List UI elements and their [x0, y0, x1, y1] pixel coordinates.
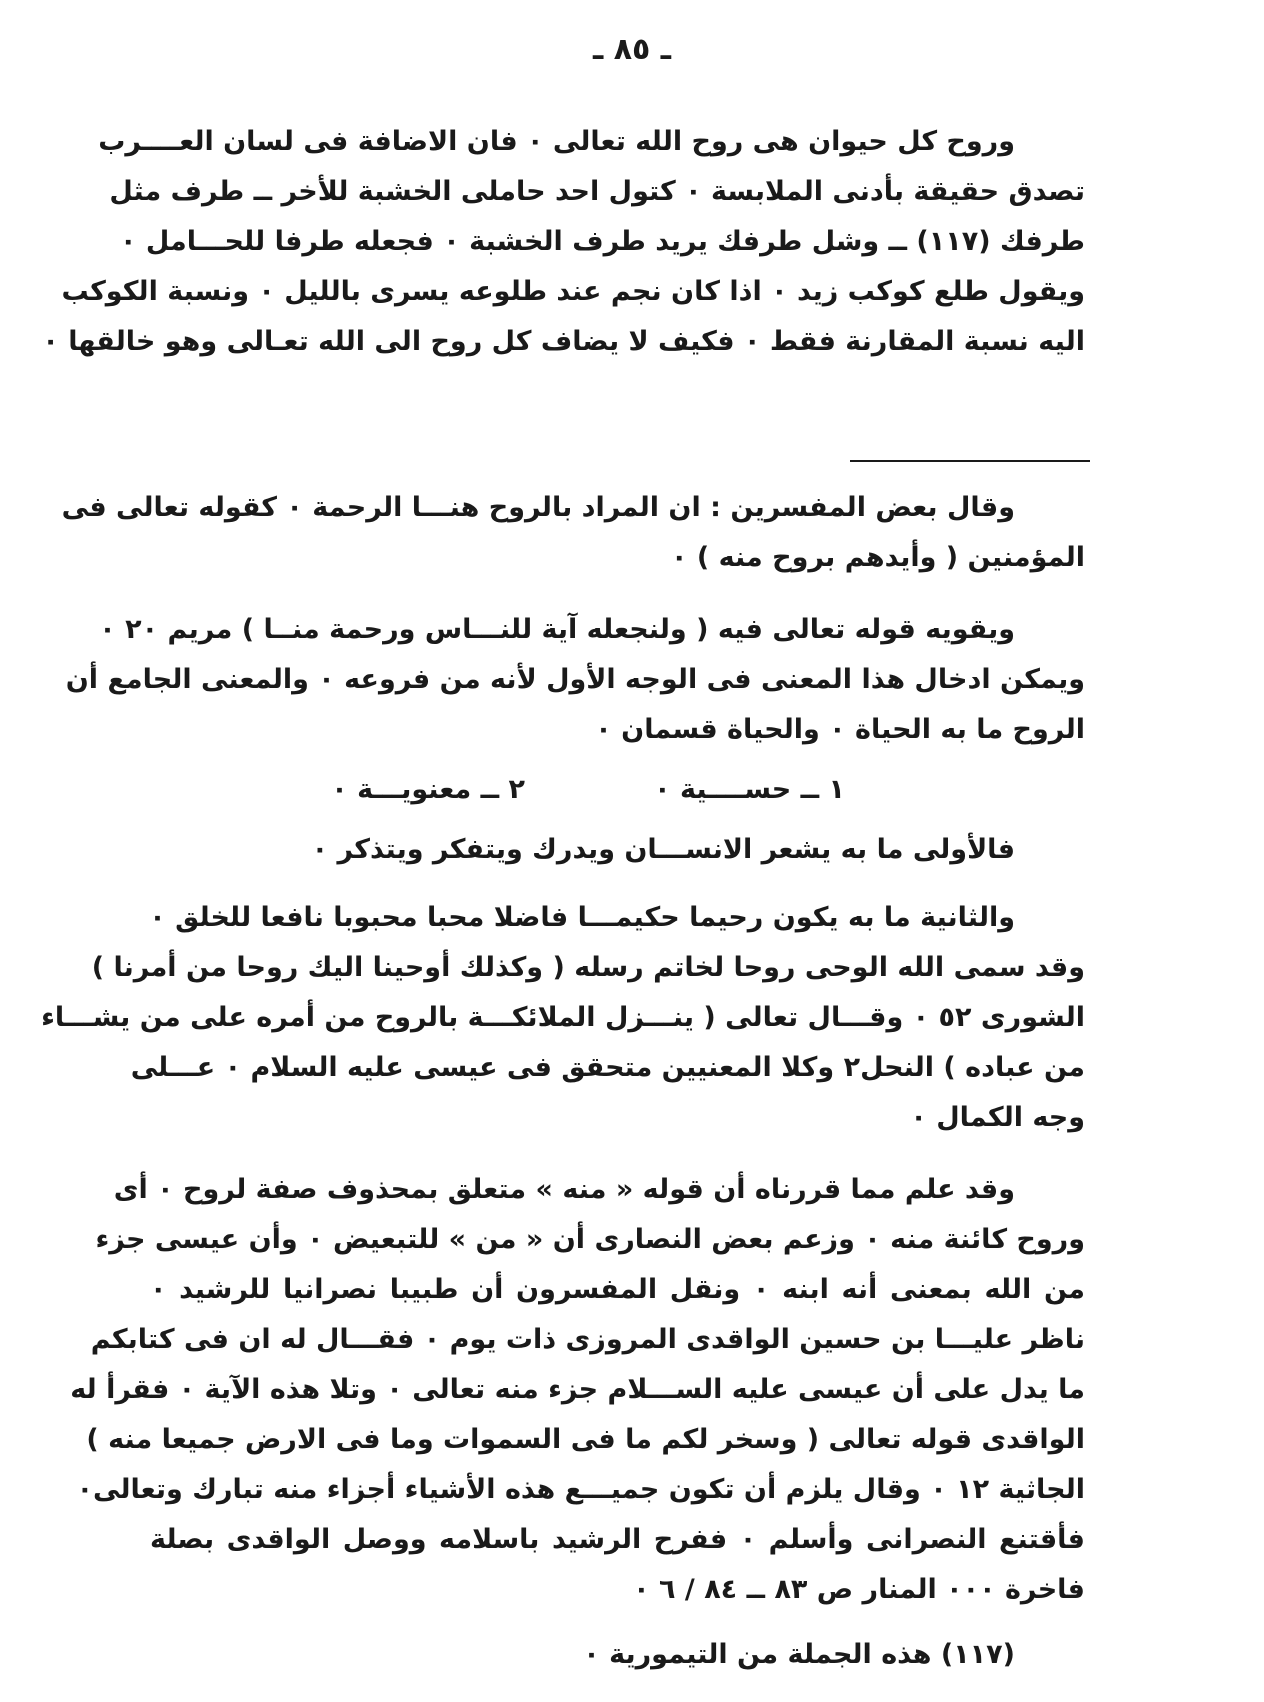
text-line: تصدق حقيقة بأدنى الملابسة ٠ كتول احد حاملى الخشبة للأخر ــ طرف مثل [109, 176, 1085, 207]
text-line: وقد علم مما قررناه أن قوله « منه » متعلق بمحذوف صفة لروح ٠ أى [113, 1174, 1015, 1205]
text-line: وقال بعض المفسرين : ان المراد بالروح هنـــا الرحمة ٠ كقوله تعالى فى [61, 492, 1015, 523]
text-line: وجه الكمال ٠ [910, 1102, 1085, 1133]
text-line: فأقتنع النصرانى وأسلم ٠ ففرح الرشيد باسلامه ووصل الواقدى بصلة [150, 1524, 1085, 1555]
text-line: الروح ما به الحياة ٠ والحياة قسمان ٠ [595, 714, 1085, 745]
text-line: اليه نسبة المقارنة فقط ٠ فكيف لا يضاف كل روح الى الله تعـالى وهو خالقها ٠ [42, 326, 1085, 357]
text-line: وقد سمى الله الوحى روحا لخاتم رسله ( وكذلك أوحينا اليك روحا من أمرنا ) [91, 952, 1085, 983]
text-line: الواقدى قوله تعالى ( وسخر لكم ما فى السموات وما فى الارض جميعا منه ) [86, 1424, 1085, 1455]
text-line: الشورى ٥٢ ٠ وقـــال تعالى ( ينـــزل الملائكـــة بالروح من أمره على من يشـــاء [41, 1002, 1085, 1033]
text-line: طرفك (١١٧) ــ وشل طرفك يريد طرف الخشبة ٠ فجعله طرفا للحـــامل ٠ [120, 226, 1085, 257]
text-line: وروح كائنة منه ٠ وزعم بعض النصارى أن « من » للتبعيض ٠ وأن عيسى جزء [95, 1224, 1085, 1255]
list-item: ٢ ــ معنويـــة ٠ [331, 774, 525, 805]
page-number: ـ ٨٥ ـ [592, 32, 672, 67]
text-line: ما يدل على أن عيسى عليه الســـلام جزء منه تعالى ٠ وتلا هذه الآية ٠ فقرأ له [70, 1374, 1085, 1405]
text-line: فاخرة ٠٠٠ المنار ص ٨٣ ــ ٨٤ / ٦ ٠ [633, 1574, 1085, 1605]
text-line: المؤمنين ( وأيدهم بروح منه ) ٠ [671, 542, 1085, 573]
text-line: ويمكن ادخال هذا المعنى فى الوجه الأول لأنه من فروعه ٠ والمعنى الجامع أن [65, 664, 1085, 695]
paragraph-4 [150, 825, 1085, 875]
text-line: فالأولى ما به يشعر الانســـان ويدرك ويتفكر ويتذكر ٠ [311, 834, 1015, 865]
text-line: والثانية ما به يكون رحيما حكيمـــا فاضلا محبا محبوبا نافعا للخلق ٠ [149, 902, 1015, 933]
paragraph-5 [41, 893, 1085, 1143]
separator-rule [850, 460, 1090, 462]
footnote-block [150, 1630, 1085, 1680]
paragraph-6 [70, 1165, 1085, 1615]
text-line: ويقول طلع كوكب زيد ٠ اذا كان نجم عند طلوعه يسرى بالليل ٠ ونسبة الكوكب [61, 276, 1085, 307]
paragraph-2 [61, 483, 1085, 583]
text-line: ويقويه قوله تعالى فيه ( ولنجعله آية للنـــاس ورحمة منــا ) مريم ٢٠ ٠ [99, 614, 1015, 645]
paragraph-3 [65, 605, 1085, 755]
text-line: وروح كل حيوان هى روح الله تعالى ٠ فان الاضافة فى لسان العــــرب [98, 126, 1015, 157]
life-types-list [150, 765, 1085, 815]
text-line: الجاثية ١٢ ٠ وقال يلزم أن تكون جميـــع هذه الأشياء أجزاء منه تبارك وتعالى٠ [76, 1474, 1085, 1505]
text-line: من الله بمعنى أنه ابنه ٠ ونقل المفسرون أن طبيبا نصرانيا للرشيد ٠ [150, 1274, 1085, 1305]
footnote-text: (١١٧) هذه الجملة من التيمورية ٠ [583, 1639, 1015, 1670]
text-line: من عباده ) النحل٢ وكلا المعنيين متحقق فى عيسى عليه السلام ٠ عـــلى [130, 1052, 1085, 1083]
text-line: ناظر عليـــا بن حسين الواقدى المروزى ذات يوم ٠ فقـــال له ان فى كتابكم [90, 1324, 1085, 1355]
paragraph-1 [42, 117, 1085, 367]
list-item: ١ ــ حســــية ٠ [654, 774, 845, 805]
